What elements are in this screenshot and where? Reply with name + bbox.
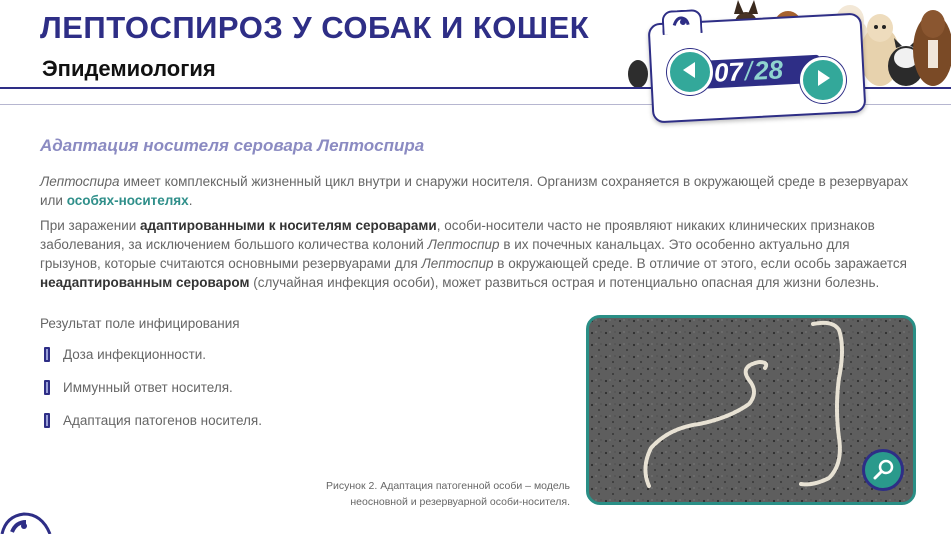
p2-bold-2: неадаптированным сероваром [40, 275, 250, 290]
list-item-text: Иммунный ответ носителя. [63, 380, 233, 395]
bullet-icon [44, 347, 50, 362]
home-logo-icon [672, 15, 691, 30]
list-item-text: Адаптация патогенов носителя. [63, 413, 262, 428]
intro-end: . [188, 193, 193, 208]
pager-tab[interactable] [661, 9, 702, 35]
zoom-button[interactable] [862, 449, 904, 491]
p2-text-3: в их почечных канальцах. Это особенно актуально для грызунов, которые считаются основными резервуарами для [40, 237, 850, 271]
magnifier-icon [873, 459, 895, 481]
carrier-link[interactable]: особях-носителях [66, 193, 189, 208]
page-separator: / [744, 55, 753, 87]
page-counter [713, 54, 784, 89]
p2-text-4: в окружающей среде. В отличие от этого, если особь заражается [493, 256, 907, 271]
list-item-text: Доза инфекционности. [63, 347, 207, 362]
p2-text-2: , особи-носители часто не проявляют никаких клинических признаков заболевания, за исключением большого количества колоний [40, 218, 875, 252]
corner-logo-icon [0, 506, 54, 534]
bullet-icon [44, 413, 50, 428]
p2-text-5: (случайная инфекция особи), может развиться острая и потенциально опасная для жизни болезнь. [249, 275, 880, 290]
caption-line-2: неосновной и резервуарной особи-носителя. [350, 496, 570, 508]
bullet-icon [44, 380, 50, 395]
figure-caption [320, 478, 570, 510]
page-subtitle: Эпидемиология [42, 56, 216, 81]
p2-italic-1: Лептоспир [427, 237, 500, 252]
p2-italic-2: Лептоспир [421, 256, 494, 271]
next-page-button[interactable] [800, 57, 846, 103]
page-total: 28 [753, 54, 784, 86]
page-current: 07 [713, 56, 744, 88]
section-title: Адаптация носителя серовара Лептоспира [40, 136, 425, 155]
p2-bold-1: адаптированными к носителям сероварами [140, 218, 437, 233]
p2-text-1: При заражении [40, 218, 141, 233]
caption-line-1: Рисунок 2. Адаптация патогенной особи – модель [326, 480, 570, 492]
infection-paragraph [40, 216, 910, 292]
prev-page-button[interactable] [667, 49, 713, 95]
chevron-left-icon [681, 61, 699, 79]
chevron-right-icon [814, 69, 832, 87]
intro-text: имеет комплексный жизненный цикл внутри и снаружи носителя. Организм сохраняется в окружающей среде в резервуарах или [40, 174, 909, 208]
italic-term: Лептоспира [40, 174, 120, 189]
intro-paragraph [40, 172, 910, 210]
page-title: ЛЕПТОСПИРОЗ У СОБАК И КОШЕК [40, 10, 590, 45]
result-label: Результат поле инфицирования [40, 316, 240, 331]
